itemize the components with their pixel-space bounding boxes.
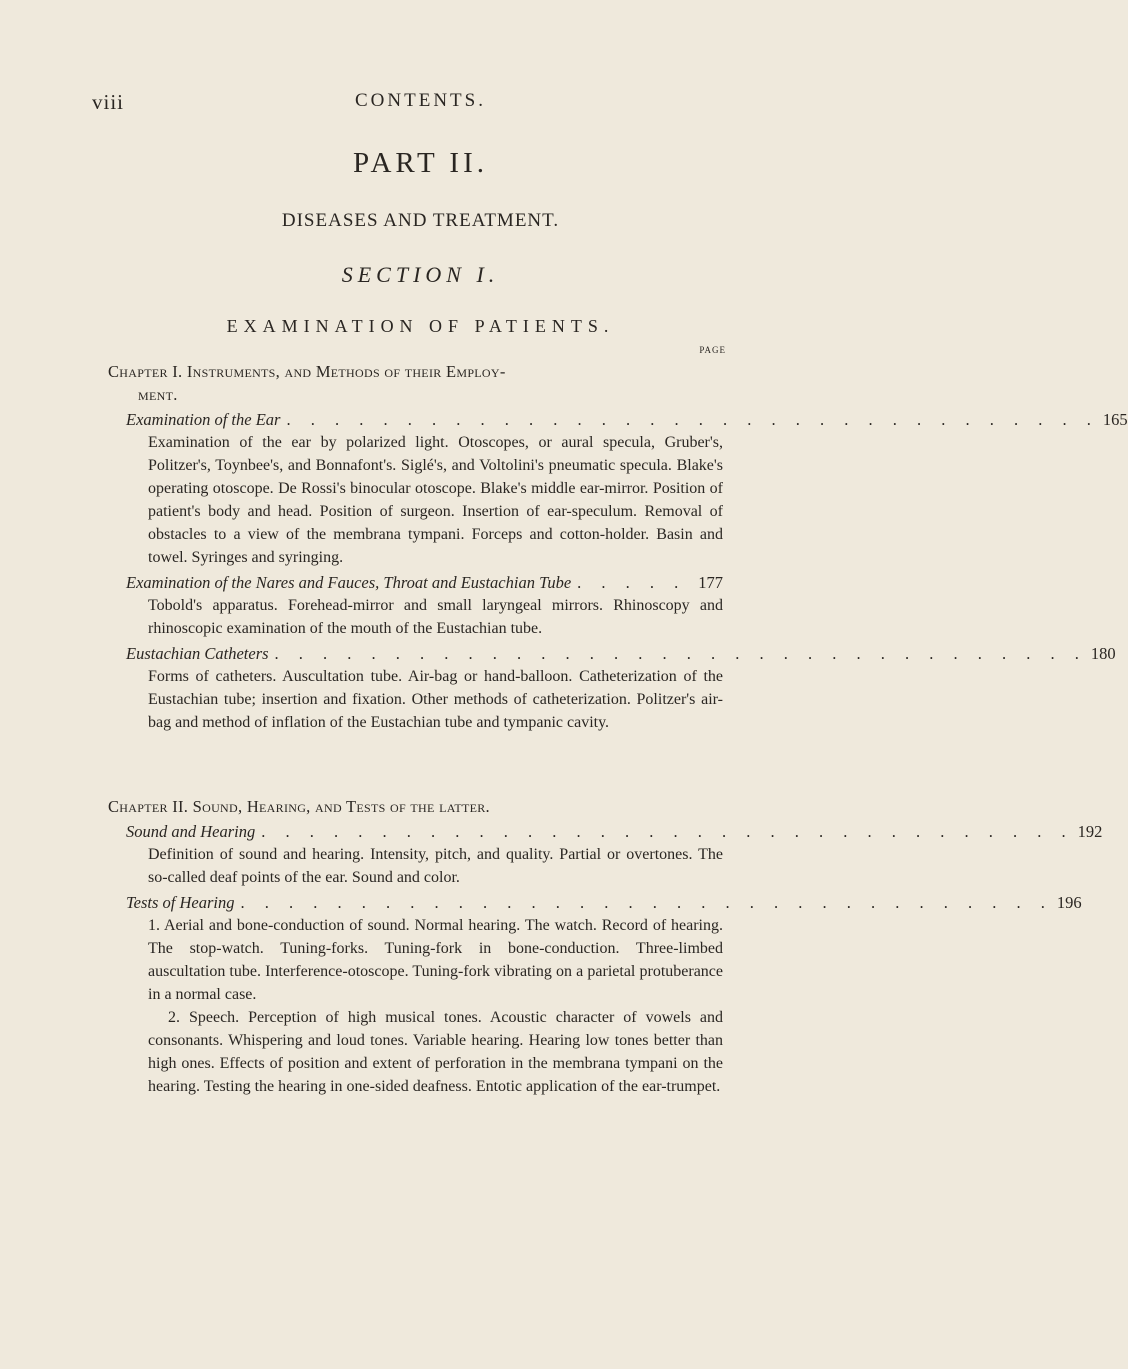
entry-description (108, 431, 723, 569)
entry-title: Sound and Hearing (126, 822, 256, 841)
entry-description-text: 1. Aerial and bone-conduction of sound. Normal hearing. The watch. Record of hearing. The stop-watch. Tuning-forks. Tuning-fork in bone-conduction. Three-limbed auscultation tube. Interference-otoscope. Tuning-fork vibrating on a parietal protuberance in a normal case. (148, 917, 723, 1003)
entry-page: 192 (1077, 822, 1103, 841)
entry-description-text: Tobold's apparatus. Forehead-mirror and small laryngeal mirrors. Rhinoscopy and rhinoscopic examination of the mouth of the Eustachian tube. (148, 597, 723, 637)
leader-dots: . . . . . . . . . . . . . . . . . . . . . . . . . . . . . . . . . . (261, 822, 1074, 841)
running-head: CONTENTS. (355, 90, 486, 111)
chapter-heading (108, 795, 723, 818)
entry-page: 196 (1056, 893, 1082, 912)
chapter-heading-line1: Chapter II. Sound, Hearing, and Tests of the latter. (108, 797, 490, 816)
toc-entry-line[interactable] (108, 571, 723, 594)
section-title: SECTION I. (341, 262, 500, 287)
toc-entry (108, 408, 1128, 569)
leader-dots: . . . . . . . . . . . . . . . . . . . . . . . . . . . . . . . . . . (240, 893, 1053, 912)
entry-title: Examination of the Nares and Fauces, Throat and Eustachian Tube (126, 573, 572, 592)
toc-entry (108, 891, 1082, 1098)
chapter-heading-line2: ment. (138, 385, 178, 404)
toc-entry (108, 571, 723, 640)
part-title: PART II. (352, 147, 488, 179)
toc-entry-line[interactable] (108, 408, 1128, 431)
toc-entry-line[interactable] (108, 820, 1103, 843)
leader-dots: . . . . . . . . . . . . . . . . . . . . . . . . . . . . . . . . . . (274, 644, 1087, 663)
toc-entry (108, 820, 1103, 889)
chapter-heading (108, 360, 723, 406)
chapter-2 (108, 795, 1103, 1098)
entry-description-text-2: 2. Speech. Perception of high musical tones. Acoustic character of vowels and consonants. Whispering and loud tones. Variable hearing. Hearing low tones better than high ones. Effects of position and extent of perforation in the membrana tympani on the hearing. Testing the hearing in one-sided deafness. Entotic application of the ear-trumpet. (148, 1009, 723, 1095)
entry-description-text: Examination of the ear by polarized light. Otoscopes, or aural specula, Gruber's, Politzer's, Toynbee's, and Bonnafont's. Siglé's, and Voltolini's pneumatic specula. Blake's operating otoscope. De Rossi's binocular otoscope. Blake's middle ear-mirror. Position of patient's body and head. Position of surgeon. Insertion of ear-speculum. Removal of obstacles to a view of the membrana tympani. Forceps and cotton-holder. Basin and towel. Syringes and syringing. (148, 434, 723, 566)
entry-title: Eustachian Catheters (126, 644, 269, 663)
toc-entry (108, 642, 1116, 734)
entry-page: 177 (698, 573, 723, 592)
chapter-heading-line1: Chapter I. Instruments, and Methods of their Employ- (108, 362, 506, 381)
entry-description (108, 665, 723, 734)
entry-description-text: Definition of sound and hearing. Intensity, pitch, and quality. Partial or overtones. The so-called deaf points of the ear. Sound and color. (148, 846, 723, 886)
entry-title: Examination of the Ear (126, 410, 281, 429)
leader-dots: . . . . . . . . . . . . . . . . . . . . . . . . . . . . . . . . . . (286, 410, 1099, 429)
entry-description-text: Forms of catheters. Auscultation tube. Air-bag or hand-balloon. Catheterization of the Eustachian tube; insertion and fixation. Other methods of catheterization. Politzer's air-bag and method of inflation of the Eustachian tube and tympanic cavity. (148, 668, 723, 731)
entry-description (108, 594, 723, 640)
section-subtitle: EXAMINATION OF PATIENTS. (226, 316, 615, 336)
toc-entry-line[interactable] (108, 642, 1116, 665)
entry-page: 180 (1090, 644, 1116, 663)
entry-description (108, 843, 723, 889)
page-number: viii (92, 90, 125, 114)
toc-entry-line[interactable] (108, 891, 1082, 914)
entry-title: Tests of Hearing (126, 893, 235, 912)
subject-title: DISEASES AND TREATMENT. (281, 210, 560, 231)
entry-page: 165 (1102, 410, 1128, 429)
page-column-label: PAGE (699, 345, 726, 355)
leader-dots: . . . . . (577, 573, 687, 592)
chapter-1 (108, 360, 1128, 734)
entry-description (108, 914, 723, 1098)
